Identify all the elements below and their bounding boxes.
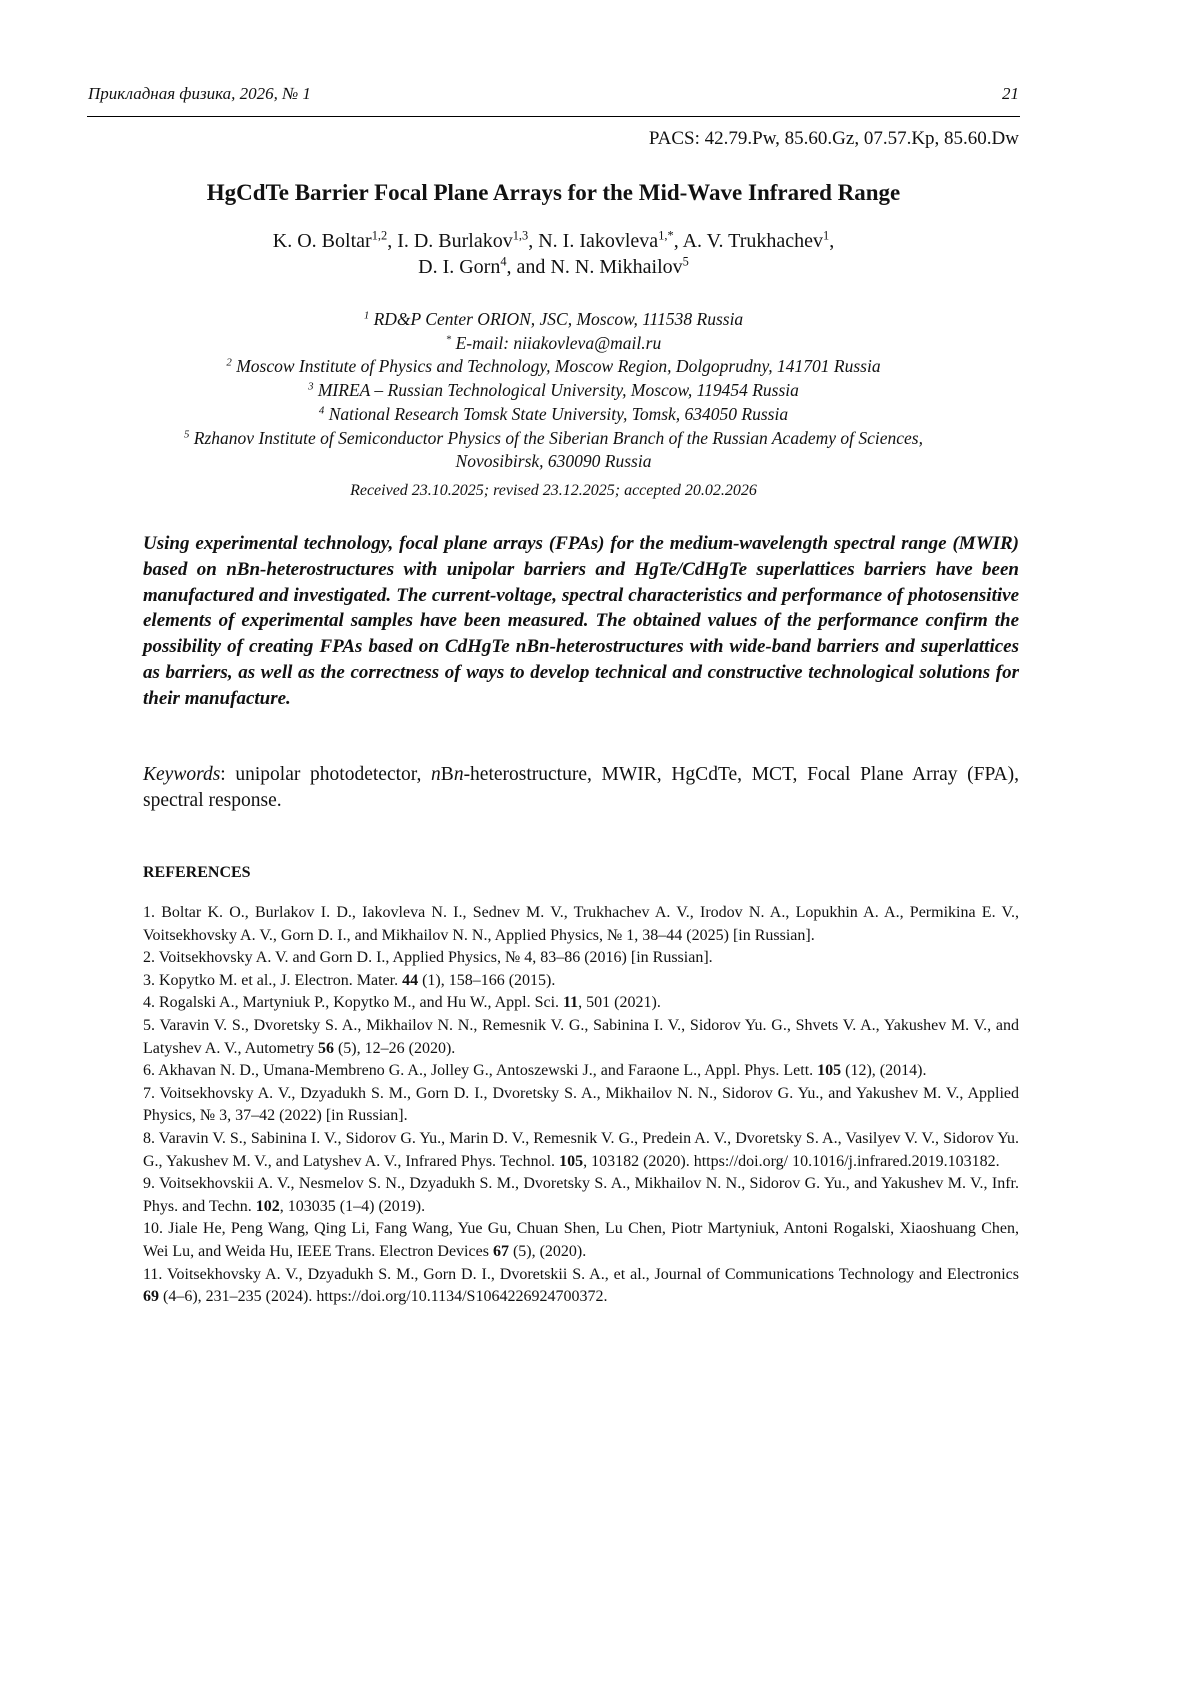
- reference-volume: 69: [143, 1288, 159, 1306]
- author-affil-sup: 1,3: [512, 228, 529, 243]
- affiliation: [0, 403, 1107, 427]
- author: [550, 256, 688, 278]
- author: [397, 230, 538, 252]
- affil-text: Moscow Institute of Physics and Technology, Moscow Region, Dolgoprudny, 141701 Russia: [231, 356, 881, 377]
- references-heading: REFERENCES: [143, 864, 251, 881]
- reference-item: [143, 992, 1019, 1015]
- affiliations: [0, 308, 1107, 474]
- author-name: K. O. Boltar: [272, 230, 372, 252]
- reference-item: [143, 1128, 1019, 1173]
- separator: ,: [528, 230, 539, 252]
- author-affil-sup: 1,*: [658, 228, 674, 243]
- reference-text: 8. Varavin V. S., Sabinina I. V., Sidorov G. Yu., Marin D. V., Remesnik V. G., Predein A. V., Dvoretsky S. A., Vasilyev V. V., Sidorov Yu. G., Yakushev M. V., and Latyshev A. V., Infrared Phys. Technol.: [143, 1129, 1019, 1170]
- affil-sup: 3: [308, 380, 314, 393]
- reference-text: 3. Kopytko M. et al., J. Electron. Mater.: [143, 971, 403, 989]
- keywords-text: B: [440, 764, 454, 785]
- reference-item: [143, 1218, 1019, 1263]
- reference-text: , 501 (2021).: [578, 994, 661, 1012]
- affil-text: Rzhanov Institute of Semiconductor Physics of the Siberian Branch of the Russian Academy of Sciences, Novosibirsk, 630090 Russia: [189, 427, 923, 472]
- affiliation: [0, 332, 1107, 356]
- abstract: Using experimental technology, focal plane arrays (FPAs) for the medium-wavelength spectral range (MWIR) based on nBn-heterostructures with unipolar barriers and HgTe/CdHgTe superlattices barriers have been manufactured and investigated. The current-voltage, spectral characteristics and performance of photosensitive elements of experimental samples have been measured. The obtained values of the performance confirm the possibility of creating FPAs based on CdHgTe nBn-heterostructures with wide-band barriers and superlattices as barriers, as well as the correctness of ways to develop technical and constructive technological solutions for their manufacture.: [143, 533, 1019, 709]
- author-name: D. I. Gorn: [418, 256, 501, 278]
- author-name: N. N. Mikhailov: [550, 256, 683, 278]
- author: [683, 230, 835, 252]
- reference-text: , 103035 (1–4) (2019).: [279, 1197, 426, 1215]
- running-header-journal: Прикладная физика, 2026, № 1: [88, 84, 311, 103]
- reference-volume: 44: [402, 971, 419, 989]
- separator: ,: [829, 230, 835, 252]
- reference-text: , 103182 (2020). https://doi.org/ 10.1016/j.infrared.2019.103182.: [583, 1152, 1000, 1170]
- reference-volume: 105: [817, 1062, 842, 1080]
- author-name: A. V. Trukhachev: [682, 230, 823, 252]
- affil-sup: 2: [226, 356, 232, 369]
- reference-text: 10. Jiale He, Peng Wang, Qing Li, Fang Wang, Yue Gu, Chuan Shen, Lu Chen, Piotr Martyniuk, Antoni Rogalski, Xiaoshuang Chen, Wei Lu, and Weida Hu, IEEE Trans. Electron Devices: [143, 1220, 1019, 1260]
- author-affil-sup: 1: [822, 228, 830, 243]
- affil-sup: *: [445, 333, 452, 346]
- reference-text: 11. Voitsekhovsky A. V., Dzyadukh S. M., Gorn D. I., Dvoretskii S. A., et al., Journal of Communications Technology and Electronics: [143, 1265, 1019, 1283]
- reference-text: 6. Akhavan N. D., Umana-Membreno G. A., Jolley G., Antoszewski J., and Faraone L., Appl. Phys. Lett.: [143, 1062, 818, 1080]
- reference-text: (4–6), 231–235 (2024). https://doi.org/10.1134/S1064226924700372.: [159, 1288, 608, 1306]
- affiliation: [0, 379, 1107, 403]
- reference-volume: 105: [559, 1152, 584, 1170]
- author-affil-sup: 1,2: [371, 228, 388, 243]
- reference-item: [143, 947, 1019, 970]
- header-rule: [87, 116, 1020, 117]
- keywords-text: -heterostructure, MWIR, HgCdTe, MCT, Focal Plane Array (FPA), spectral response.: [143, 764, 1020, 811]
- reference-text: 7. Voitsekhovsky A. V., Dzyadukh S. M., Gorn D. I., Dvoretsky S. A., Mikhailov N. N., Sidorov G. Yu., and Yakushev M. V., Applied Physics, № 3, 37–42 (2022) [in Russian].: [143, 1084, 1019, 1125]
- reference-item: [143, 902, 1019, 947]
- keywords-label: Keywords: [143, 764, 221, 785]
- reference-text: 9. Voitsekhovskii A. V., Nesmelov S. N., Dzyadukh S. M., Dvoretsky S. A., Mikhailov N. N., Sidorov G. Yu., and Yakushev M. V., Infr. Phys. and Techn.: [143, 1175, 1019, 1215]
- affiliation: [0, 355, 1107, 379]
- reference-item: [143, 970, 1019, 993]
- reference-text: (5), (2020).: [508, 1242, 587, 1260]
- author-list: [0, 228, 1107, 280]
- received-dates: Received 23.10.2025; revised 23.12.2025; accepted 20.02.2026: [350, 482, 757, 499]
- reference-item: [143, 1060, 1019, 1083]
- reference-item: [143, 1264, 1019, 1309]
- keywords-italic: n: [453, 764, 464, 785]
- affil-sup: 5: [184, 428, 190, 441]
- reference-text: (1), 158–166 (2015).: [418, 971, 556, 989]
- reference-item: [143, 1015, 1019, 1060]
- keywords-text: : unipolar photodetector,: [220, 764, 432, 785]
- keywords-italic: n: [431, 764, 441, 785]
- reference-list: [143, 902, 1019, 1309]
- reference-text: 2. Voitsekhovsky A. V. and Gorn D. I., Applied Physics, № 4, 83–86 (2016) [in Russian].: [143, 949, 713, 967]
- author-affil-sup: 4: [500, 254, 507, 269]
- reference-text: 5. Varavin V. S., Dvoretsky S. A., Mikhailov N. N., Remesnik V. G., Sabinina I. V., Sidorov Yu. G., Shvets V. A., Yakushev M. V., and Latyshev A. V., Autometry: [143, 1016, 1019, 1057]
- reference-item: [143, 1173, 1019, 1218]
- affil-text: MIREA – Russian Technological University, Moscow, 119454 Russia: [313, 380, 799, 401]
- reference-text: 4. Rogalski A., Martyniuk P., Kopytko M., and Hu W., Appl. Sci.: [143, 994, 564, 1012]
- affil-sup: 4: [318, 404, 325, 417]
- author: [418, 256, 550, 278]
- reference-item: [143, 1083, 1019, 1128]
- affiliation: [164, 427, 944, 474]
- paper-title: HgCdTe Barrier Focal Plane Arrays for the Mid-Wave Infrared Range: [206, 180, 901, 205]
- author: [538, 230, 682, 252]
- reference-volume: 102: [255, 1197, 280, 1215]
- reference-text: (12), (2014).: [841, 1062, 927, 1080]
- affil-text: National Research Tomsk State University, Tomsk, 634050 Russia: [324, 403, 789, 424]
- affil-text: RD&P Center ORION, JSC, Moscow, 111538 Russia: [369, 309, 744, 329]
- reference-volume: 56: [317, 1039, 334, 1057]
- affil-sup: 1: [363, 309, 370, 322]
- author-name: I. D. Burlakov: [397, 230, 513, 252]
- author: [273, 230, 397, 252]
- separator: ,: [387, 230, 398, 252]
- keywords: [143, 762, 1019, 814]
- reference-text: 1. Boltar K. O., Burlakov I. D., Iakovleva N. I., Sednev M. V., Trukhachev A. V., Irodov N. A., Lopukhin A. A., Permikina E. V., Voitsekhovsky A. V., Gorn D. I., and Mikhailov N. N., Applied Physics, № 1, 38–44 (2025) [in Russian].: [143, 904, 1019, 944]
- pacs-codes: PACS: 42.79.Pw, 85.60.Gz, 07.57.Kp, 85.60.Dw: [648, 128, 1019, 149]
- reference-volume: 11: [563, 994, 579, 1012]
- affiliation: [0, 308, 1107, 332]
- author-affil-sup: 5: [682, 254, 689, 269]
- separator: , and: [506, 256, 551, 278]
- reference-text: (5), 12–26 (2020).: [333, 1039, 456, 1057]
- page-number: 21: [1002, 84, 1019, 103]
- separator: ,: [673, 230, 683, 252]
- author-name: N. I. Iakovleva: [538, 230, 659, 252]
- email: E-mail: niiakovleva@mail.ru: [451, 332, 662, 353]
- reference-volume: 67: [492, 1242, 509, 1260]
